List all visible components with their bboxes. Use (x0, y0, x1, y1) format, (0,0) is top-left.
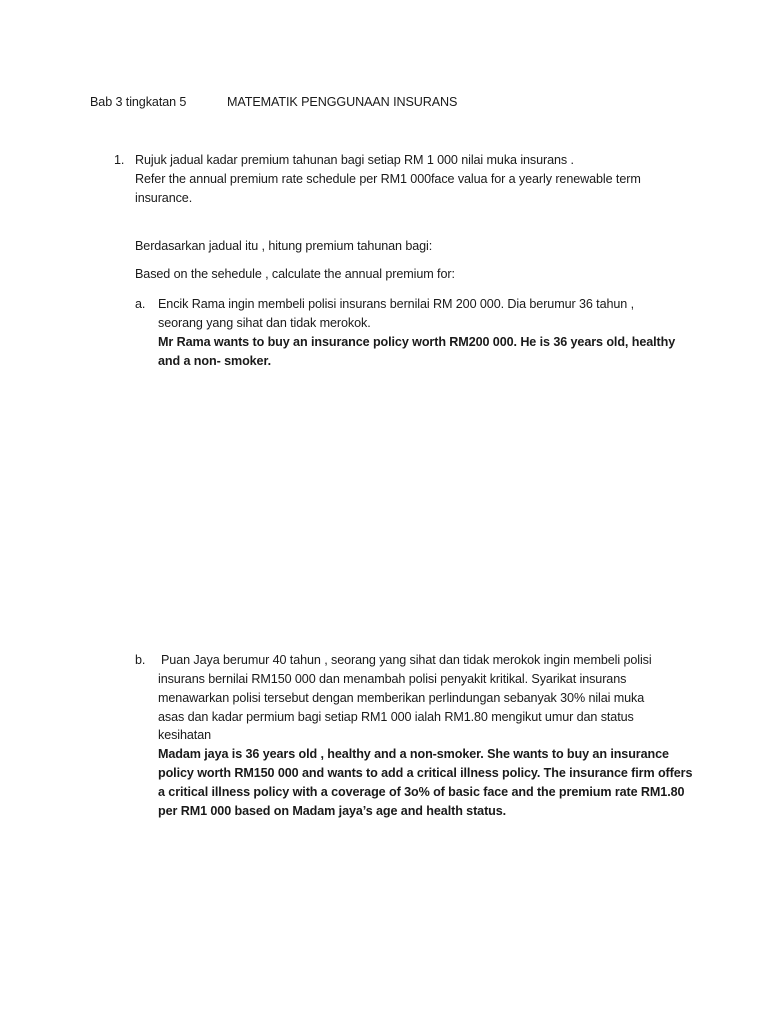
part-b-text-en: Madam jaya is 36 years old , healthy and a non-smoker. She wants to buy an insurance (158, 747, 669, 761)
part-b-text-ms: menawarkan polisi tersebut dengan memberikan perlindungan sebanyak 30% nilai muka (158, 691, 645, 705)
part-b-text-ms: asas dan kadar permium bagi setiap RM1 000 ialah RM1.80 mengikut umur dan status (158, 710, 634, 724)
part-b-text-ms: insurans bernilai RM150 000 dan menambah polisi penyakit kritikal. Syarikat insurans (158, 672, 627, 686)
question-text-en-continued: insurance. (135, 191, 193, 205)
part-a-marker: a. (135, 297, 146, 311)
document-title: MATEMATIK PENGGUNAAN INSURANS (227, 95, 458, 109)
question-number: 1. (114, 153, 125, 167)
chapter-label: Bab 3 tingkatan 5 (90, 95, 187, 109)
part-b-text-en: a critical illness policy with a coverage of 3o% of basic face and the premium rate RM1.80 (158, 785, 685, 799)
instruction-ms: Berdasarkan jadual itu , hitung premium tahunan bagi: (135, 239, 433, 253)
part-b-text-en: per RM1 000 based on Madam jaya’s age and health status. (158, 804, 507, 818)
question-text-en: Refer the annual premium rate schedule per RM1 000face valua for a yearly renewable term (135, 172, 641, 186)
part-b-marker: b. (135, 653, 146, 667)
question-text-ms: Rujuk jadual kadar premium tahunan bagi setiap RM 1 000 nilai muka insurans . (135, 153, 574, 167)
part-a-text-en: Mr Rama wants to buy an insurance policy worth RM200 000. He is 36 years old, healthy (158, 335, 676, 349)
instruction-en: Based on the sehedule , calculate the annual premium for: (135, 267, 455, 281)
part-a-text-en: and a non- smoker. (158, 354, 271, 368)
part-a-text-ms: seorang yang sihat dan tidak merokok. (158, 316, 371, 330)
part-b-text-ms: Puan Jaya berumur 40 tahun , seorang yang sihat dan tidak merokok ingin membeli polisi (161, 653, 652, 667)
part-b-text-ms: kesihatan (158, 728, 212, 742)
part-a-text-ms: Encik Rama ingin membeli polisi insurans bernilai RM 200 000. Dia berumur 36 tahun , (158, 297, 634, 311)
part-b-text-en: policy worth RM150 000 and wants to add a critical illness policy. The insurance firm offers (158, 766, 693, 780)
